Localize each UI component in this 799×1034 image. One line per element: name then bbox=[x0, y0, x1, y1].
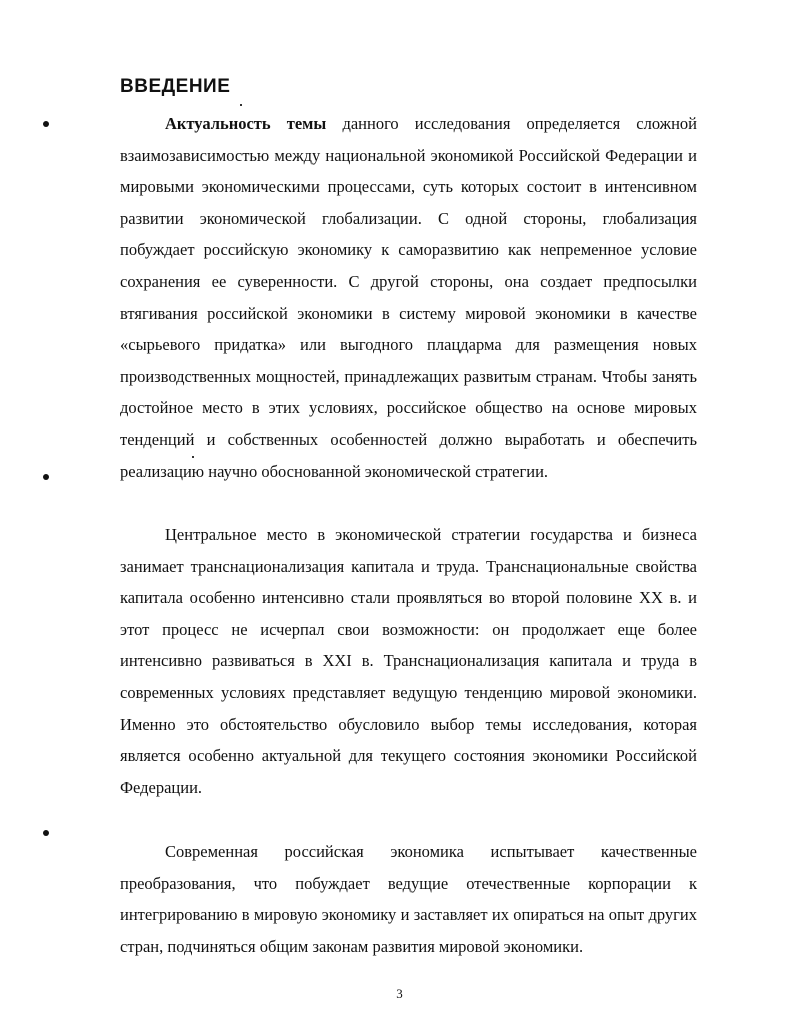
section-heading: ВВЕДЕНИЕ bbox=[120, 76, 231, 97]
page-number: 3 bbox=[396, 986, 403, 1001]
paragraph-2-body: Центральное место в экономической стратегии государства и бизнеса занимает транснационализация капитала и труда. Транснациональные свойства капитала особенно интенсивно стали проявляться во второй половине XX в. и этот процесс не исчерпал свои возможности: он продолжает еще более интенсивно развиваться в XXI в. Транснационализация капитала и труда в современных условиях представляет ведущую тенденцию мировой экономики. Именно это обстоятельство обусловило выбор темы исследования, которая является особенно актуальной для текущего состояния экономики Российской Федерации. bbox=[120, 525, 697, 797]
scan-speck bbox=[192, 456, 194, 458]
scan-speck bbox=[240, 104, 242, 106]
paragraph-1-lead: Актуальность темы bbox=[165, 114, 327, 133]
paragraph-1-body: данного исследования определяется сложной взаимозависимостью между национальной экономикой Российской Федерации и мировыми экономическими процессами, суть которых состоит в интенсивном развитии экономической глобализации. С одной стороны, глобализация побуждает российскую экономику к саморазвитию как непременное условие сохранения ее суверенности. С другой стороны, она создает предпосылки втягивания российской экономики в систему мировой экономики в качестве «сырьевого придатка» или выгодного плацдарма для размещения новых производственных мощностей, принадлежащих развитым странам. Чтобы занять достойное место в этих условиях, российское общество на основе мировых тенденций и собственных особенностей должно выработать и обеспечить реализацию научно обоснованной экономической стратегии. bbox=[120, 114, 697, 481]
binding-hole-mark bbox=[43, 121, 49, 127]
paragraph-3 bbox=[120, 836, 697, 962]
binding-hole-mark bbox=[43, 474, 49, 480]
paragraph-3-body: Современная российская экономика испытывает качественные преобразования, что побуждает ведущие отечественные корпорации к интегрированию в мировую экономику и заставляет их опираться на опыт других стран, подчиняться общим законам развития мировой экономики. bbox=[120, 842, 697, 956]
paragraph-1 bbox=[120, 108, 697, 487]
paragraph-2 bbox=[120, 519, 697, 803]
binding-hole-mark bbox=[43, 830, 49, 836]
